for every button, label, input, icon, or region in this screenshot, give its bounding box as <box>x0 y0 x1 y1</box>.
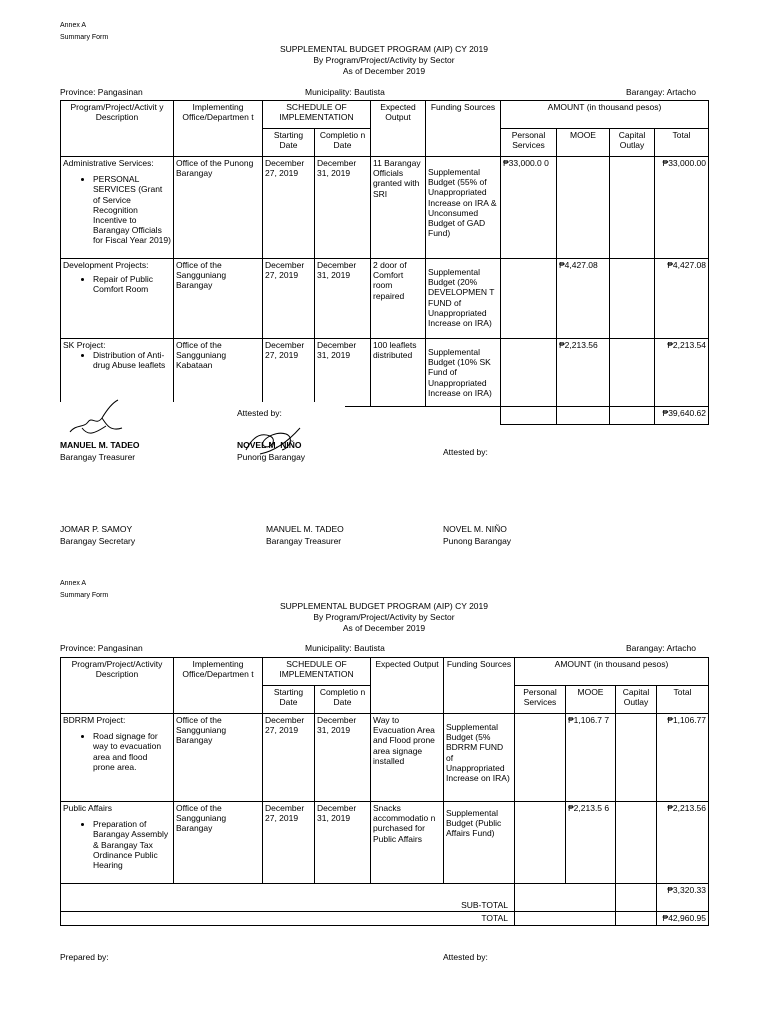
program-item: • Road signage for way to evacuation area and flood prone area. <box>93 731 171 772</box>
output-cell: 11 Barangay Officials granted with SRI <box>371 157 426 259</box>
program-item: • Preparation of Barangay Assembly & Barangay Tax Ordinance Public Hearing <box>93 819 171 870</box>
signatory-name: MANUEL M. TADEO <box>60 440 140 450</box>
funding-cell: Supplemental Budget (Public Affairs Fund) <box>444 802 515 884</box>
header-amount: AMOUNT (in thousand pesos) <box>515 658 709 686</box>
ps-cell: ₱33,000.0 0 <box>501 157 557 259</box>
program-category: Administrative Services: <box>63 158 154 168</box>
header-schedule: SCHEDULE OF IMPLEMENTATION <box>263 658 371 686</box>
table-row <box>61 802 709 884</box>
mooe-cell: ₱4,427.08 <box>557 259 610 339</box>
header-starting-date: Starting Date <box>263 686 315 714</box>
province-label: Province: Pangasinan <box>60 87 143 97</box>
end-date-cell: December 31, 2019 <box>315 339 371 407</box>
end-date-cell: December 31, 2019 <box>315 802 371 884</box>
signatory-title: Punong Barangay <box>237 452 306 462</box>
start-date-cell: December 27, 2019 <box>263 714 315 802</box>
barangay-label: Barangay: Artacho <box>626 643 696 653</box>
annex-label: Annex A <box>60 22 87 29</box>
signature-treasurer-icon <box>62 398 142 444</box>
header-program: Program/Project/Activity Description <box>61 658 174 714</box>
office-cell: Office of the Punong Barangay <box>174 157 263 259</box>
header-funding: Funding Sources <box>444 658 515 714</box>
page-title: SUPPLEMENTAL BUDGET PROGRAM (AIP) CY 2019 <box>280 44 488 54</box>
header-output: Expected Output <box>371 658 444 714</box>
page-subtitle-date: As of December 2019 <box>342 623 426 633</box>
header-mooe: MOOE <box>557 129 610 157</box>
signatory-name: NOVEL M. NIÑO <box>237 440 302 450</box>
header-funding: Funding Sources <box>426 101 501 157</box>
header-capital-outlay: Capital Outlay <box>610 129 655 157</box>
subtotal-row <box>61 884 709 912</box>
header-completion-date: Completio n Date <box>315 129 371 157</box>
program-item: • Repair of Public Comfort Room <box>93 274 171 294</box>
table-row <box>61 259 709 339</box>
ps-cell <box>501 339 557 407</box>
page-subtitle-sector: By Program/Project/Activity by Sector <box>313 612 455 622</box>
program-category: SK Project: <box>63 340 106 350</box>
province-label: Province: Pangasinan <box>60 643 143 653</box>
signatory-title: Punong Barangay <box>443 536 512 546</box>
end-date-cell: December 31, 2019 <box>315 714 371 802</box>
mooe-cell: ₱2,213.5 6 <box>566 802 616 884</box>
mooe-cell: ₱2,213.56 <box>557 339 610 407</box>
program-category: Development Projects: <box>63 260 149 270</box>
output-cell: 2 door of Comfort room repaired <box>371 259 426 339</box>
co-cell <box>616 714 657 802</box>
annex-label: Annex A <box>60 580 87 587</box>
mooe-cell <box>557 157 610 259</box>
header-output: Expected Output <box>371 101 426 157</box>
header-schedule: SCHEDULE OF IMPLEMENTATION <box>263 101 371 129</box>
ps-cell <box>515 714 566 802</box>
start-date-cell: December 27, 2019 <box>263 157 315 259</box>
summary-form-label: Summary Form <box>60 34 109 41</box>
total-value: ₱42,960.95 <box>657 912 709 926</box>
end-date-cell: December 31, 2019 <box>315 259 371 339</box>
funding-cell: Supplemental Budget (5% BDRRM FUND of Unappropriated Increase on IRA) <box>444 714 515 802</box>
header-program: Program/Project/Activit y Description <box>61 101 174 157</box>
output-cell: Snacks accommodatio n purchased for Public Affairs <box>371 802 444 884</box>
office-cell: Office of the Sangguniang Kabataan <box>174 339 263 407</box>
co-cell <box>616 802 657 884</box>
ps-cell <box>501 259 557 339</box>
signatory-title: Barangay Treasurer <box>266 536 342 546</box>
office-cell: Office of the Sangguniang Barangay <box>174 259 263 339</box>
signatory-title: Barangay Secretary <box>60 536 136 546</box>
ps-cell <box>515 802 566 884</box>
program-category: BDRRM Project: <box>63 715 126 725</box>
co-cell <box>610 259 655 339</box>
budget-table-2 <box>60 657 709 926</box>
funding-cell: Supplemental Budget (20% DEVELOPMEN T FUND of Unappropriated Increase on IRA) <box>426 259 501 339</box>
output-cell: Way to Evacuation Area and Flood prone area signage installed <box>371 714 444 802</box>
program-category: Public Affairs <box>63 803 112 813</box>
header-starting-date: Starting Date <box>263 129 315 157</box>
header-total: Total <box>655 129 709 157</box>
total-cell: ₱33,000.00 <box>655 157 709 259</box>
subtotal-label: SUB-TOTAL <box>61 884 515 912</box>
co-cell <box>610 339 655 407</box>
start-date-cell: December 27, 2019 <box>263 259 315 339</box>
signatory-name: JOMAR P. SAMOY <box>60 524 133 534</box>
header-mooe: MOOE <box>566 686 616 714</box>
attested-by-label: Attested by: <box>237 408 282 418</box>
grand-total-value: ₱39,640.62 <box>655 407 709 425</box>
page-title: SUPPLEMENTAL BUDGET PROGRAM (AIP) CY 2019 <box>280 601 488 611</box>
municipality-label: Municipality: Bautista <box>305 643 385 653</box>
attested-by-label: Attested by: <box>443 447 488 457</box>
program-item: • Distribution of Anti-drug Abuse leaflets <box>93 350 171 370</box>
funding-cell: Supplemental Budget (55% of Unappropriated Increase on IRA & Unconsumed Budget of GAD Fund) <box>426 157 501 259</box>
output-cell: 100 leaflets distributed <box>371 339 426 407</box>
header-completion-date: Completio n Date <box>315 686 371 714</box>
program-item: • PERSONAL SERVICES (Grant of Service Recognition Incentive to Barangay Officials for Fiscal Year 2019) <box>93 174 171 245</box>
prepared-by-label: Prepared by: <box>60 952 109 962</box>
total-cell: ₱4,427.08 <box>655 259 709 339</box>
start-date-cell: December 27, 2019 <box>263 802 315 884</box>
start-date-cell: December 27, 2019 <box>263 339 315 407</box>
header-personal-services: Personal Services <box>501 129 557 157</box>
budget-table-1 <box>60 100 709 425</box>
header-office: Implementing Office/Departmen t <box>174 101 263 157</box>
municipality-label: Municipality: Bautista <box>305 87 385 97</box>
signatory-name: MANUEL M. TADEO <box>266 524 344 534</box>
summary-form-label: Summary Form <box>60 592 109 599</box>
header-office: Implementing Office/Departmen t <box>174 658 263 714</box>
mooe-cell: ₱1,106.7 7 <box>566 714 616 802</box>
office-cell: Office of the Sangguniang Barangay <box>174 802 263 884</box>
signatory-name: NOVEL M. NIÑO <box>443 524 507 534</box>
co-cell <box>610 157 655 259</box>
signatory-title: Barangay Treasurer <box>60 452 136 462</box>
page-subtitle-date: As of December 2019 <box>342 66 426 76</box>
subtotal-value: ₱3,320.33 <box>657 884 709 912</box>
attested-by-label: Attested by: <box>443 952 488 962</box>
barangay-label: Barangay: Artacho <box>626 87 696 97</box>
header-personal-services: Personal Services <box>515 686 566 714</box>
page-subtitle-sector: By Program/Project/Activity by Sector <box>313 55 455 65</box>
table-row <box>61 714 709 802</box>
header-total: Total <box>657 686 709 714</box>
table-row <box>61 339 709 407</box>
header-capital-outlay: Capital Outlay <box>616 686 657 714</box>
total-cell: ₱2,213.54 <box>655 339 709 407</box>
total-cell: ₱2,213.56 <box>657 802 709 884</box>
total-label: TOTAL <box>61 912 515 926</box>
office-cell: Office of the Sangguniang Barangay <box>174 714 263 802</box>
header-amount: AMOUNT (in thousand pesos) <box>501 101 709 129</box>
table-row <box>61 157 709 259</box>
total-cell: ₱1,106.77 <box>657 714 709 802</box>
funding-cell: Supplemental Budget (10% SK Fund of Unappropriated Increase on IRA) <box>426 339 501 407</box>
end-date-cell: December 31, 2019 <box>315 157 371 259</box>
total-row <box>61 912 709 926</box>
